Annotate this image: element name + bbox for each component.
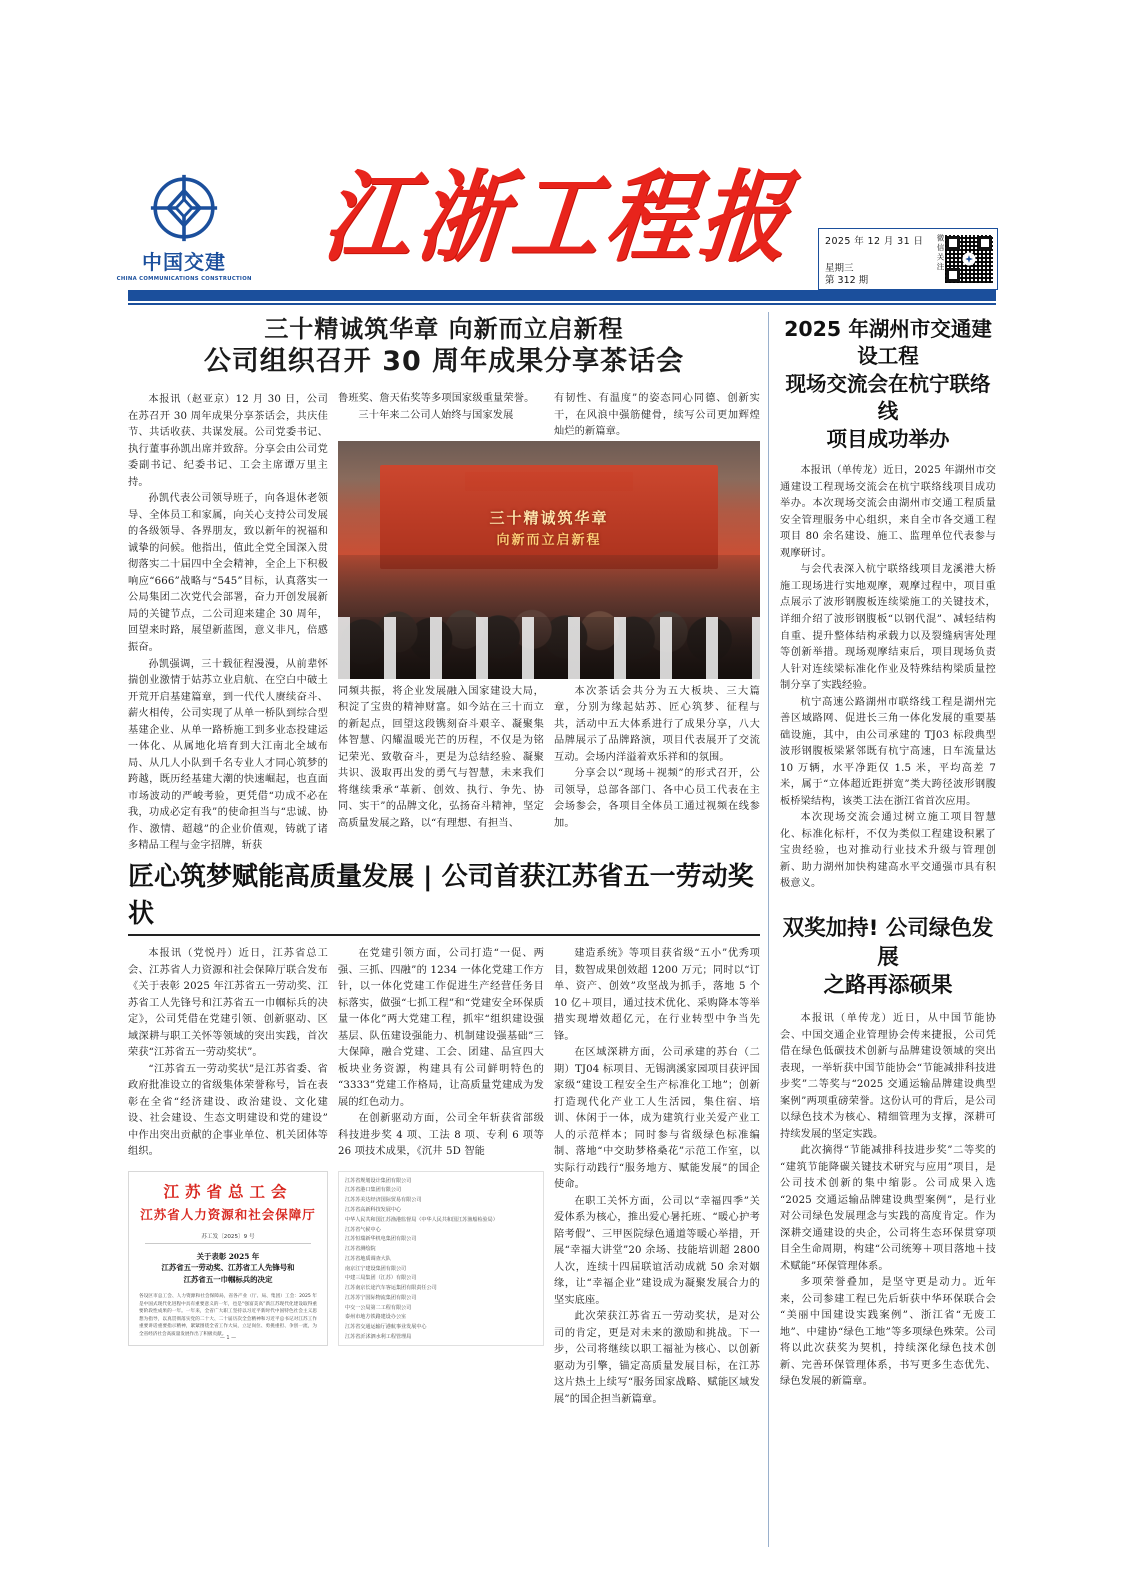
list-item: 江苏省规划设计集团有限公司 — [345, 1177, 412, 1184]
list-item: 江苏省港口集团有限公司 — [345, 1187, 402, 1194]
article2-c3-p4: 此次荣获江苏省五一劳动奖状，是对公司的肯定，更是对未来的激励和挑战。下一步，公司将继续以职工福祉为核心、以创新驱动为引擎，锚定高质量发展目标，在江苏这片热土上续写“服务国家战略、赋能区域发展”的国企担当新篇章。 — [554, 1311, 760, 1405]
article2-column-3 — [554, 946, 760, 1408]
article1-p1: 本报讯（赵亚京）12 月 30 日，公司在苏召开 30 周年成果分享茶话会，共庆佳节、共话收获、共谋发展。公司党委书记、执行董事孙凯出席并致辞。分享会由公司党委副书记、纪委书记、工会主席谭万里主持。 — [128, 394, 328, 488]
list-item: 江苏省地质调查大队 — [345, 1255, 391, 1262]
issue-number: 第 312 期 — [825, 275, 869, 287]
article1-photo — [338, 441, 760, 679]
masthead — [0, 0, 1123, 300]
list-item: 江苏南京长途汽车客运集团有限责任公司 — [345, 1285, 437, 1292]
article3-headline — [780, 316, 996, 453]
article3-p1: 本报讯（单传龙）近日，2025 年湖州市交通建设工程现场交流会在杭宁联络线项目成功举办。本次现场交流会由湖州市交通工程质量安全管理服务中心组织，来自全市各交通工程项目 80 余名建设、施工、监理单位代表参与观摩研讨。 — [780, 465, 996, 559]
article3-p3: 杭宁高速公路湖州市联络线工程是湖州完善区域路网、促进长三角一体化发展的重要基础设施，其中，由公司承建的 TJ03 标段典型波形钢腹板梁紧邻既有杭宁高速，日车流量达 10 万辆，水平净距仅 1.5 米，平均高差 7 米，属于“立体超近距拼宽”类大跨径波形钢腹板桥梁结构，该类工法在浙江省首次应用。 — [780, 696, 996, 807]
wechat-follow-label: 微信关注 — [936, 234, 945, 272]
article4-body — [780, 1011, 996, 1391]
list-item: 江苏省气候中心 — [345, 1226, 381, 1233]
qr-code-icon[interactable] — [945, 235, 993, 283]
article1-column-3-bottom — [554, 684, 760, 833]
doc-body-text: 各设区市总工会、人力资源和社会保障局，省各产业（厅、局、集团）工会：2025 年是中国式现代化进程中具有重要意义的一年，也是“强富美高”新江苏现代化建设取得重要阶段性成果的一年。一年来，全省广大职工坚持以习近平新时代中国特色社会主义思想为指导，以真贯彻落实党的二十大、二十届历次全会精神和习近平总书记对江苏工作重要讲话重要指示精神，紧紧围绕全省工作大局，立足岗位、勇挑重担、争创一流，为全省经济社会高质量发展作出了积极贡献。 — [139, 1294, 317, 1337]
article1-headline-line2: 公司组织召开 30 周年成果分享茶话会 — [203, 345, 685, 377]
list-item-highlighted: 中交一公局第二工程有限公司 — [345, 1304, 412, 1311]
article3-headline-line3: 项目成功举办 — [826, 426, 950, 451]
article1-column-2-top — [338, 391, 544, 441]
list-item: 江苏苏美达经济国际贸易有限公司 — [345, 1197, 422, 1204]
list-item: 江苏苏宁国际物流集团有限公司 — [345, 1294, 417, 1301]
list-item: 江苏省交通运输厅港航事业发展中心 — [345, 1324, 427, 1331]
article1-c3-b2: 分享会以“现场＋视频”的形式召开，公司领导，总部各部门、各中心员工代表在主会场参会，各项目全体员工通过视频在线参加。 — [554, 768, 760, 829]
list-item: 江苏省高新科技发展中心 — [345, 1207, 402, 1213]
article1-c3-p1: 有韧性、有温度”的姿态同心同德、创新实干，在风浪中强筋健骨，续写公司更加辉煌灿烂的新篇章。 — [554, 393, 760, 438]
article2-c3-p2: 在区域深耕方面，公司承建的苏台（二期）TJ04 标项目、无锡漓溪家园项目获评国家级“建设工程安全生产标准化工地”；创新打造现代化产业工人生活园，集住宿、培训、休闲于一体，成为建筑行业关爱产业工人的示范样本；同时参与省级绿色标准编制、落地“中交助梦格桑花”示范工作室，以实际行动践行“服务地方、赋能发展”的国企使命。 — [554, 1047, 760, 1191]
doc-title-line3: 江苏省五一巾帼标兵的决定 — [183, 1274, 273, 1284]
article3-headline-line2: 现场交流会在杭宁联络线 — [785, 371, 991, 424]
article1-column-2-bottom — [338, 684, 544, 833]
article1-c2-p2: 三十年来二公司人始终与国家发展 — [358, 409, 514, 421]
article1-headline-line1: 三十精诚筑华章 向新而立启新程 — [264, 315, 624, 343]
logo-chinese-name: 中国交建 — [142, 250, 226, 274]
article4-headline — [780, 915, 996, 1001]
list-item: 泰州市地方铁路建设办公室 — [345, 1314, 407, 1321]
list-item: 中华人民共和国江苏渔港监督局（中华人民共和国江苏渔船检验局） — [345, 1216, 498, 1223]
doc-title-line2: 江苏省五一劳动奖、江苏省工人先锋号和 — [161, 1263, 295, 1273]
article-anniversary-tea-party — [128, 308, 760, 855]
article1-headline — [128, 314, 760, 379]
article1-p3: 孙凯强调，三十载征程漫漫，从前辈怀揣创业激情于姑苏立业启航、在空白中破土开荒开启基建篇章，到一代代人赓续奋斗、薪火相传，公司实现了从单一桥队到综合型基建企业、从单一路桥施工到多业态投建运一体化、从属地化培育到大江南北全域布局、从几人小队到千名专业人才同心筑梦的跨越，既历经基建大潮的快速崛起，也直面市场波动的严峻考验，更凭借“功成不必在我，功成必定有我”的使命担当与“忠诚、协作、激情、超越”的企业价值观，铸就了诸多精品工程与金字招牌，斩获 — [128, 658, 328, 852]
article-huzhou-exchange-meeting — [780, 316, 996, 893]
article4-p2: 此次摘得“节能减排科技进步奖”二等奖的“建筑节能降碳关键技术研究与应用”项目，是公司技术创新的集中缩影。公司成果入选“2025 交通运输品牌建设典型案例”，是行业对公司绿色发展理念与实践的高度肯定。作为深耕交通建设的央企，公司将生态环保贯穿项目全生命周期，构建“公司统筹＋项目落地＋技术赋能”环保管理体系。 — [780, 1145, 996, 1272]
article2-award-list-image — [338, 1171, 544, 1346]
article2-official-document-image — [128, 1171, 328, 1346]
article4-p1: 本报讯（单传龙）近日，从中国节能协会、中国交通企业管理协会传来捷报，公司凭借在绿色低碳技术创新与品牌建设领域的突出表现，一举斩获中国节能协会“节能减排科技进步奖”二等奖与“2025 交通运输品牌建设典型案例”两项重磅荣誉。这份认可的背后，是公司以绿色技术为核心、精细管理为支撑，深耕可持续发展的坚定实践。 — [780, 1013, 996, 1140]
page-title — [300, 150, 820, 275]
masthead-blue-bar — [128, 290, 996, 301]
doc-org-line1: 江苏省总工会 — [163, 1181, 293, 1201]
article2-column-2 — [338, 946, 544, 1346]
masthead-thin-rule — [128, 303, 996, 305]
article2-c1-p1: 本报讯（党悦丹）近日，江苏省总工会、江苏省人力资源和社会保障厅联合发布《关于表彰 2025 年江苏省五一劳动奖、江苏省工人先锋号和江苏省五一巾帼标兵的决定》，公司凭借在党建引领、创新驱动、区域深耕与职工关怀等领域的突出实践，首次荣获“江苏省五一劳动奖状”。 — [128, 948, 328, 1059]
article4-headline-line1: 双奖加持! 公司绿色发展 — [782, 915, 994, 970]
issue-info-box — [818, 228, 998, 290]
right-column — [780, 312, 996, 1391]
article2-column-1 — [128, 946, 328, 1346]
article1-c2-b1: 同频共振，将企业发展融入国家建设大局，积淀了宝贵的精神财富。如今站在三十而立的新起点，回望这段镌刻奋斗艰辛、凝聚集体智慧、闪耀温暖光芒的历程，不仅是为铭记荣光、致敬奋斗，更是为总结经验、凝聚共识、汲取再出发的勇气与智慧，未来我们将继续秉承“革新、创效、执行、争先、协同、实干”的品牌文化，弘扬奋斗精神，坚定高质量发展之路，以“有理想、有担当、 — [338, 685, 544, 829]
list-item: 中建三局集团（江苏）有限公司 — [345, 1275, 417, 1282]
article1-p2: 孙凯代表公司领导班子，向各退休老领导、全体员工和家属，向关心支持公司发展的各级领导、各界朋友，致以新年的祝福和诚挚的问候。他指出，值此全党全国深入贯彻落实二十届四中全会精神，全企上下积极响应“666”战略与“545”目标，认真落实一公局集团二次党代会部署，奋力开创发展新局的关键节点，二公司迎来建企 30 周年，回望来时路，展望新蓝图，意义非凡，倍感振奋。 — [128, 493, 328, 653]
article1-c3-b1: 本次茶话会共分为五大板块、三大篇章，分别为缘起姑苏、匠心筑梦、征程与共，活动中五大体系进行了成果分享，八大品牌展示了品牌路演，项目代表展开了交流互动。会场内洋溢着欢乐祥和的氛围。 — [554, 685, 760, 763]
issue-date: 2025 年 12 月 31 日 — [825, 236, 924, 247]
article-green-development-awards — [780, 915, 996, 1391]
article2-c1-p2: “江苏省五一劳动奖状”是江苏省委、省政府批准设立的省级集体荣誉称号，旨在表彰在全省“经济建设、政治建设、文化建设、社会建设、生态文明建设和党的建设”中作出突出贡献的企事业单位、机关团体等组织。 — [128, 1063, 328, 1158]
doc-org-line2: 江苏省人力资源和社会保障厅 — [140, 1206, 316, 1222]
issue-weekday: 星期三 — [825, 263, 854, 275]
ccc-logo-icon — [148, 172, 220, 244]
doc-page-mark: — 1 — — [219, 1334, 237, 1341]
article1-column-1 — [128, 391, 328, 854]
article2-c3-p1: 建造系统》等项目获省级“五小”优秀项目，数智成果创效超 1200 万元；同时以“订单、资产、创效”攻坚战为抓手，落地 5 个 10 亿＋项目，通过技术优化、采购降本等举措实现增效超亿元，在行业转型中争当先锋。 — [554, 948, 760, 1042]
doc-title-line1: 关于表彰 2025 年 — [196, 1251, 260, 1261]
logo-english-name: CHINA COMMUNICATIONS CONSTRUCTION — [116, 276, 252, 282]
article4-headline-line2: 之路再添硕果 — [823, 973, 953, 999]
article2-c3-p3: 在职工关怀方面，公司以“幸福四季”关爱体系为核心，推出爱心暑托班、“暖心护考陪考假”、三甲医院绿色通道等暖心举措，开展“幸福大讲堂”20 余场、技能培训超 2800 人次，连续十四届联谊活动成就 50 余对姻缘，让“幸福企业”建设成为凝聚发展合力的坚实底座。 — [554, 1195, 760, 1306]
column-divider — [768, 312, 769, 1547]
article2-c2-p1: 在党建引领方面，公司打造“一促、两强、三抓、四融”的 1234 一体化党建工作方针，以一体化党建工作促进生产经营任务目标落实，做强“七抓工程”和“党建安全环保质量一体化”两大党建工程，抓牢“组织建设强基层、队伍建设强能力、机制建设强基础”三大保障，融合党建、工会、团建、品宣四大板块业务资源，构建具有公司鲜明特色的“3333”党建工作格局，让高质量党建成为发展的红色动力。 — [338, 948, 544, 1108]
list-item: 南京江宁建设集团有限公司 — [345, 1265, 407, 1272]
article3-p4: 本次现场交流会通过树立施工项目智慧化、标准化标杆，不仅为类似工程建设积累了宝贵经验，也对推动行业技术升级与管理创新、助力湖州加快构建高水平交通强市具有积极意义。 — [780, 812, 996, 890]
article3-body — [780, 463, 996, 892]
article2-headline: 匠心筑梦赋能高质量发展 | 公司首获江苏省五一劳动奖状 — [128, 856, 760, 936]
article2-c2-p2: 在创新驱动方面，公司全年斩获省部级科技进步奖 4 项、工法 8 项、专利 6 项等 26 项技术成果，《沉井 5D 智能 — [338, 1113, 544, 1158]
list-item: 江苏省测绘院 — [345, 1246, 376, 1253]
doc-number: 苏工发〔2025〕9 号 — [201, 1233, 255, 1240]
list-item: 江苏恒瑞新华机电集团有限公司 — [345, 1236, 417, 1243]
article3-headline-line1: 2025 年湖州市交通建设工程 — [784, 317, 992, 369]
article1-c2-p1: 鲁班奖、詹天佑奖等多项国家级重量荣誉。 — [338, 393, 535, 405]
list-item: 江苏省沂沭泗水利工程管理局 — [345, 1333, 412, 1340]
publisher-logo — [116, 172, 252, 282]
article3-p2: 与会代表深入杭宁联络线项目龙溪港大桥施工现场进行实地观摩，观摩过程中，项目重点展示了波形钢腹板连续梁施工的关键技术，详细介绍了波形钢腹板“以钢代混”、减轻结构自重、提升整体结构承载力以及裂缝病害处理等创新举措。现场观摩结束后，项目现场负责人针对连续梁标准化作业及特殊结构梁质量控制分享了实践经验。 — [780, 564, 996, 692]
paper-title-text: 江浙工程报 — [318, 158, 801, 275]
photo-stage-text-line1: 三十精诚筑华章 — [489, 509, 609, 528]
article4-p3: 多项荣誉叠加，是坚守更是动力。近年来，公司参建工程已先后斩获中华环保联合会“美丽中国建设实践案例”、浙江省“无废工地”、中建协“绿色工地”等多项绿色殊荣。公司将以此次获奖为契机，持续深化绿色技术创新、完善环保管理体系，书写更多生态优先、绿色发展的新篇章。 — [780, 1277, 996, 1388]
article1-column-3-top — [554, 391, 760, 441]
photo-stage-text-line2: 向新而立启新程 — [496, 532, 602, 548]
article-may-first-labor-award — [128, 856, 760, 1408]
